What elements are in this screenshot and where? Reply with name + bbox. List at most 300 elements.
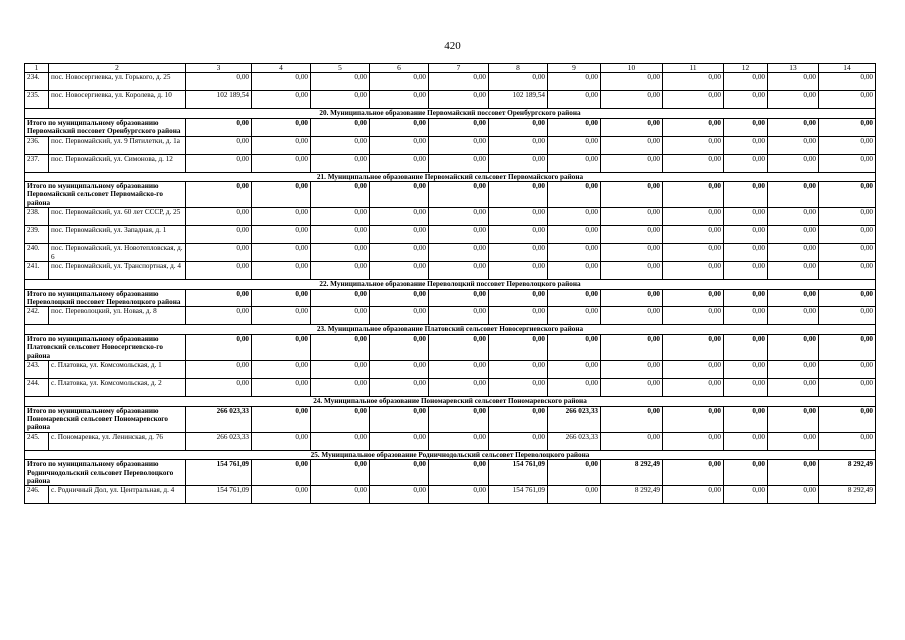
total-value: 0,00 [601,334,663,360]
value-cell: 0,00 [370,361,429,379]
value-cell: 0,00 [601,244,663,262]
table-row [25,432,876,450]
value-cell: 0,00 [370,379,429,397]
value-cell: 0,00 [311,307,370,325]
total-value: 0,00 [186,289,252,307]
table-row [25,226,876,244]
column-number: 11 [663,64,724,73]
value-cell: 0,00 [663,244,724,262]
value-cell: 0,00 [186,208,252,226]
total-value: 0,00 [370,118,429,136]
value-cell: 0,00 [548,307,601,325]
column-number: 6 [370,64,429,73]
column-number: 2 [49,64,186,73]
value-cell: 0,00 [489,307,548,325]
value-cell: 0,00 [311,73,370,91]
value-cell: 0,00 [768,91,819,109]
value-cell: 0,00 [252,361,311,379]
table-row [25,379,876,397]
value-cell: 0,00 [724,244,768,262]
value-cell: 0,00 [311,432,370,450]
total-value: 0,00 [548,460,601,486]
total-value: 0,00 [601,118,663,136]
value-cell: 0,00 [429,91,489,109]
total-row [25,289,876,307]
total-value: 0,00 [819,182,876,208]
total-value: 0,00 [819,289,876,307]
value-cell: 0,00 [548,154,601,172]
value-cell: 0,00 [311,262,370,280]
value-cell: 0,00 [370,136,429,154]
value-cell: 0,00 [311,226,370,244]
value-cell: 0,00 [819,73,876,91]
column-number: 14 [819,64,876,73]
value-cell: 0,00 [186,244,252,262]
total-value: 0,00 [311,460,370,486]
total-value: 0,00 [252,118,311,136]
total-value: 0,00 [489,118,548,136]
total-value: 154 761,09 [186,460,252,486]
total-value: 0,00 [429,182,489,208]
value-cell: 0,00 [429,136,489,154]
value-cell: 0,00 [819,361,876,379]
value-cell: 0,00 [724,486,768,504]
value-cell: 0,00 [768,262,819,280]
value-cell: 0,00 [489,226,548,244]
section-heading: 24. Муниципальное образование Пономаревский сельсовет Пономаревского района [25,397,876,406]
value-cell: 0,00 [768,432,819,450]
total-value: 0,00 [370,460,429,486]
total-value: 0,00 [186,334,252,360]
value-cell: 0,00 [429,379,489,397]
value-cell: 0,00 [548,226,601,244]
total-row [25,118,876,136]
value-cell: 0,00 [663,226,724,244]
table-row [25,136,876,154]
table-row [25,307,876,325]
total-value: 0,00 [768,289,819,307]
total-value: 0,00 [489,406,548,432]
value-cell: 0,00 [548,361,601,379]
value-cell: 0,00 [768,244,819,262]
total-value: 0,00 [489,182,548,208]
value-cell: 0,00 [429,154,489,172]
value-cell: 0,00 [252,154,311,172]
address-cell: с. Платовка, ул. Комсомольская, д. 2 [49,379,186,397]
row-index: 234. [25,73,49,91]
value-cell: 266 023,33 [186,432,252,450]
value-cell: 0,00 [489,154,548,172]
address-cell: пос. Первомайский, ул. Новотепловская, д. 6 [49,244,186,262]
total-row [25,460,876,486]
value-cell: 0,00 [548,486,601,504]
value-cell: 0,00 [601,361,663,379]
value-cell: 0,00 [311,154,370,172]
total-value: 0,00 [311,334,370,360]
value-cell: 0,00 [489,361,548,379]
value-cell: 0,00 [663,136,724,154]
total-value: 0,00 [186,182,252,208]
value-cell: 0,00 [663,432,724,450]
value-cell: 0,00 [548,73,601,91]
total-value: 0,00 [601,406,663,432]
value-cell: 0,00 [429,432,489,450]
address-cell: пос. Первомайский, ул. Транспортная, д. 4 [49,262,186,280]
row-index: 241. [25,262,49,280]
value-cell: 0,00 [724,91,768,109]
address-cell: пос. Первомайский, ул. Симонова, д. 12 [49,154,186,172]
value-cell: 0,00 [311,379,370,397]
total-value: 0,00 [768,406,819,432]
value-cell: 0,00 [768,379,819,397]
value-cell: 0,00 [663,154,724,172]
column-number: 4 [252,64,311,73]
value-cell: 0,00 [186,262,252,280]
value-cell: 0,00 [768,208,819,226]
total-value: 0,00 [663,406,724,432]
value-cell: 0,00 [819,262,876,280]
total-value: 0,00 [311,406,370,432]
value-cell: 0,00 [548,91,601,109]
value-cell: 0,00 [724,154,768,172]
value-cell: 0,00 [370,226,429,244]
value-cell: 0,00 [663,91,724,109]
row-index: 238. [25,208,49,226]
total-label: Итого по муниципальному образованию Переволоцкий поссовет Переволоцкого района [25,289,186,307]
value-cell: 0,00 [548,208,601,226]
column-number: 8 [489,64,548,73]
address-cell: пос. Первомайский, ул. 60 лет СССР, д. 25 [49,208,186,226]
value-cell: 266 023,33 [548,432,601,450]
total-value: 0,00 [370,334,429,360]
value-cell: 0,00 [724,226,768,244]
total-value: 0,00 [311,182,370,208]
value-cell: 0,00 [663,361,724,379]
total-label: Итого по муниципальному образованию Родничнодольский сельсовет Переволоцкого района [25,460,186,486]
total-value: 0,00 [724,460,768,486]
row-index: 240. [25,244,49,262]
total-value: 0,00 [768,182,819,208]
value-cell: 0,00 [489,208,548,226]
value-cell: 0,00 [429,262,489,280]
value-cell: 0,00 [252,486,311,504]
value-cell: 0,00 [768,136,819,154]
column-number: 1 [25,64,49,73]
value-cell: 0,00 [252,136,311,154]
total-value: 266 023,33 [186,406,252,432]
value-cell: 0,00 [819,136,876,154]
section-heading: 23. Муниципальное образование Платовский сельсовет Новосергиевского района [25,325,876,334]
value-cell: 0,00 [311,486,370,504]
value-cell: 0,00 [548,379,601,397]
total-value: 0,00 [724,406,768,432]
value-cell: 0,00 [186,226,252,244]
value-cell: 0,00 [663,262,724,280]
total-value: 0,00 [489,289,548,307]
total-value: 154 761,09 [489,460,548,486]
value-cell: 0,00 [370,154,429,172]
value-cell: 0,00 [601,91,663,109]
value-cell: 0,00 [768,226,819,244]
value-cell: 0,00 [311,91,370,109]
total-value: 0,00 [548,334,601,360]
total-value: 0,00 [489,334,548,360]
value-cell: 0,00 [252,244,311,262]
column-number: 9 [548,64,601,73]
total-row [25,406,876,432]
address-cell: с. Родничный Дол, ул. Центральная, д. 4 [49,486,186,504]
value-cell: 0,00 [548,244,601,262]
total-value: 0,00 [548,289,601,307]
section-heading: 25. Муниципальное образование Родничнодольский сельсовет Переволоцкого района [25,450,876,459]
total-value: 0,00 [768,334,819,360]
value-cell: 0,00 [429,208,489,226]
value-cell: 0,00 [819,154,876,172]
total-value: 0,00 [768,460,819,486]
value-cell: 0,00 [819,379,876,397]
value-cell: 0,00 [724,361,768,379]
value-cell: 0,00 [601,73,663,91]
value-cell: 0,00 [429,486,489,504]
page-number: 420 [444,40,461,52]
total-value: 0,00 [311,118,370,136]
value-cell: 0,00 [429,307,489,325]
section-heading-row [25,172,876,181]
total-value: 0,00 [663,182,724,208]
value-cell: 0,00 [819,244,876,262]
column-number: 13 [768,64,819,73]
value-cell: 0,00 [311,361,370,379]
total-row [25,334,876,360]
table-row [25,486,876,504]
value-cell: 0,00 [370,91,429,109]
value-cell: 0,00 [663,73,724,91]
value-cell: 0,00 [489,244,548,262]
total-value: 266 023,33 [548,406,601,432]
address-cell: пос. Новосергиевка, ул. Королева, д. 10 [49,91,186,109]
value-cell: 0,00 [724,73,768,91]
value-cell: 0,00 [311,208,370,226]
value-cell: 0,00 [724,379,768,397]
total-value: 0,00 [724,334,768,360]
value-cell: 0,00 [601,262,663,280]
total-value: 0,00 [663,334,724,360]
column-number-row [25,64,876,73]
address-cell: пос. Первомайский, ул. Западная, д. 1 [49,226,186,244]
value-cell: 154 761,09 [186,486,252,504]
table-row [25,154,876,172]
total-value: 0,00 [724,289,768,307]
value-cell: 0,00 [819,226,876,244]
value-cell: 0,00 [768,486,819,504]
value-cell: 0,00 [724,262,768,280]
value-cell: 0,00 [768,361,819,379]
value-cell: 0,00 [768,73,819,91]
total-value: 0,00 [252,182,311,208]
section-heading: 20. Муниципальное образование Первомайский поссовет Оренбургского района [25,109,876,118]
total-value: 0,00 [252,334,311,360]
value-cell: 0,00 [252,208,311,226]
total-value: 0,00 [429,289,489,307]
row-index: 244. [25,379,49,397]
value-cell: 0,00 [370,244,429,262]
total-label: Итого по муниципальному образованию Первомайский сельсовет Первомайско-го района [25,182,186,208]
row-index: 239. [25,226,49,244]
value-cell: 0,00 [724,136,768,154]
register-table [24,63,876,504]
value-cell: 0,00 [252,379,311,397]
total-value: 0,00 [429,118,489,136]
row-index: 237. [25,154,49,172]
value-cell: 0,00 [370,307,429,325]
total-value: 0,00 [370,406,429,432]
value-cell: 0,00 [311,244,370,262]
value-cell: 0,00 [370,208,429,226]
total-value: 0,00 [186,118,252,136]
table-row [25,208,876,226]
value-cell: 0,00 [663,379,724,397]
total-value: 0,00 [819,118,876,136]
column-number: 3 [186,64,252,73]
value-cell: 102 189,54 [489,91,548,109]
address-cell: пос. Новосергиевка, ул. Горького, д. 25 [49,73,186,91]
section-heading-row [25,325,876,334]
value-cell: 0,00 [370,486,429,504]
address-cell: пос. Первомайский, ул. 9 Пятилетки, д. 1а [49,136,186,154]
value-cell: 0,00 [489,379,548,397]
total-row [25,182,876,208]
total-value: 0,00 [724,118,768,136]
section-heading: 21. Муниципальное образование Первомайский сельсовет Первомайского района [25,172,876,181]
total-value: 0,00 [370,182,429,208]
value-cell: 0,00 [186,73,252,91]
value-cell: 0,00 [186,136,252,154]
value-cell: 8 292,49 [819,486,876,504]
value-cell: 0,00 [429,226,489,244]
value-cell: 0,00 [601,379,663,397]
value-cell: 0,00 [489,432,548,450]
section-heading-row [25,280,876,289]
total-value: 0,00 [601,182,663,208]
value-cell: 0,00 [252,262,311,280]
column-number: 7 [429,64,489,73]
total-value: 0,00 [252,289,311,307]
value-cell: 0,00 [724,432,768,450]
value-cell: 0,00 [768,307,819,325]
section-heading-row [25,109,876,118]
value-cell: 154 761,09 [489,486,548,504]
value-cell: 0,00 [768,154,819,172]
value-cell: 0,00 [819,91,876,109]
total-value: 0,00 [429,334,489,360]
total-value: 0,00 [819,334,876,360]
total-value: 0,00 [819,406,876,432]
value-cell: 0,00 [489,136,548,154]
value-cell: 0,00 [663,208,724,226]
value-cell: 0,00 [252,226,311,244]
value-cell: 0,00 [252,307,311,325]
row-index: 242. [25,307,49,325]
row-index: 246. [25,486,49,504]
value-cell: 0,00 [370,262,429,280]
table-body [25,64,876,504]
column-number: 10 [601,64,663,73]
row-index: 235. [25,91,49,109]
value-cell: 0,00 [601,136,663,154]
value-cell: 0,00 [663,307,724,325]
value-cell: 0,00 [252,91,311,109]
value-cell: 0,00 [429,361,489,379]
value-cell: 0,00 [186,307,252,325]
column-number: 5 [311,64,370,73]
total-label: Итого по муниципальному образованию Платовский сельсовет Новосергиевско-го района [25,334,186,360]
table-row [25,73,876,91]
value-cell: 0,00 [724,307,768,325]
value-cell: 0,00 [186,154,252,172]
value-cell: 0,00 [724,208,768,226]
value-cell: 0,00 [819,432,876,450]
value-cell: 0,00 [601,307,663,325]
total-value: 0,00 [663,289,724,307]
total-value: 0,00 [663,460,724,486]
total-value: 0,00 [548,118,601,136]
address-cell: с. Пономаревка, ул. Ленинская, д. 76 [49,432,186,450]
value-cell: 0,00 [489,73,548,91]
row-index: 236. [25,136,49,154]
section-heading: 22. Муниципальное образование Переволоцкий поссовет Переволоцкого района [25,280,876,289]
address-cell: с. Платовка, ул. Комсомольская, д. 1 [49,361,186,379]
total-value: 0,00 [601,289,663,307]
total-value: 0,00 [548,182,601,208]
total-value: 0,00 [311,289,370,307]
row-index: 245. [25,432,49,450]
value-cell: 0,00 [601,226,663,244]
value-cell: 0,00 [429,244,489,262]
value-cell: 0,00 [311,136,370,154]
value-cell: 0,00 [186,361,252,379]
table-row [25,361,876,379]
value-cell: 0,00 [252,432,311,450]
column-number: 12 [724,64,768,73]
value-cell: 0,00 [370,432,429,450]
value-cell: 0,00 [819,208,876,226]
total-value: 8 292,49 [601,460,663,486]
total-value: 0,00 [429,460,489,486]
table-row [25,262,876,280]
value-cell: 0,00 [429,73,489,91]
value-cell: 102 189,54 [186,91,252,109]
value-cell: 0,00 [601,154,663,172]
value-cell: 0,00 [186,379,252,397]
value-cell: 0,00 [370,73,429,91]
total-value: 8 292,49 [819,460,876,486]
total-value: 0,00 [663,118,724,136]
total-value: 0,00 [370,289,429,307]
total-value: 0,00 [252,406,311,432]
total-value: 0,00 [724,182,768,208]
section-heading-row [25,450,876,459]
total-value: 0,00 [252,460,311,486]
value-cell: 8 292,49 [601,486,663,504]
total-value: 0,00 [429,406,489,432]
value-cell: 0,00 [663,486,724,504]
total-label: Итого по муниципальному образованию Пономаревский сельсовет Пономаревского района [25,406,186,432]
table-row [25,91,876,109]
value-cell: 0,00 [489,262,548,280]
total-label: Итого по муниципальному образованию Первомайский поссовет Оренбургского района [25,118,186,136]
value-cell: 0,00 [819,307,876,325]
value-cell: 0,00 [601,208,663,226]
